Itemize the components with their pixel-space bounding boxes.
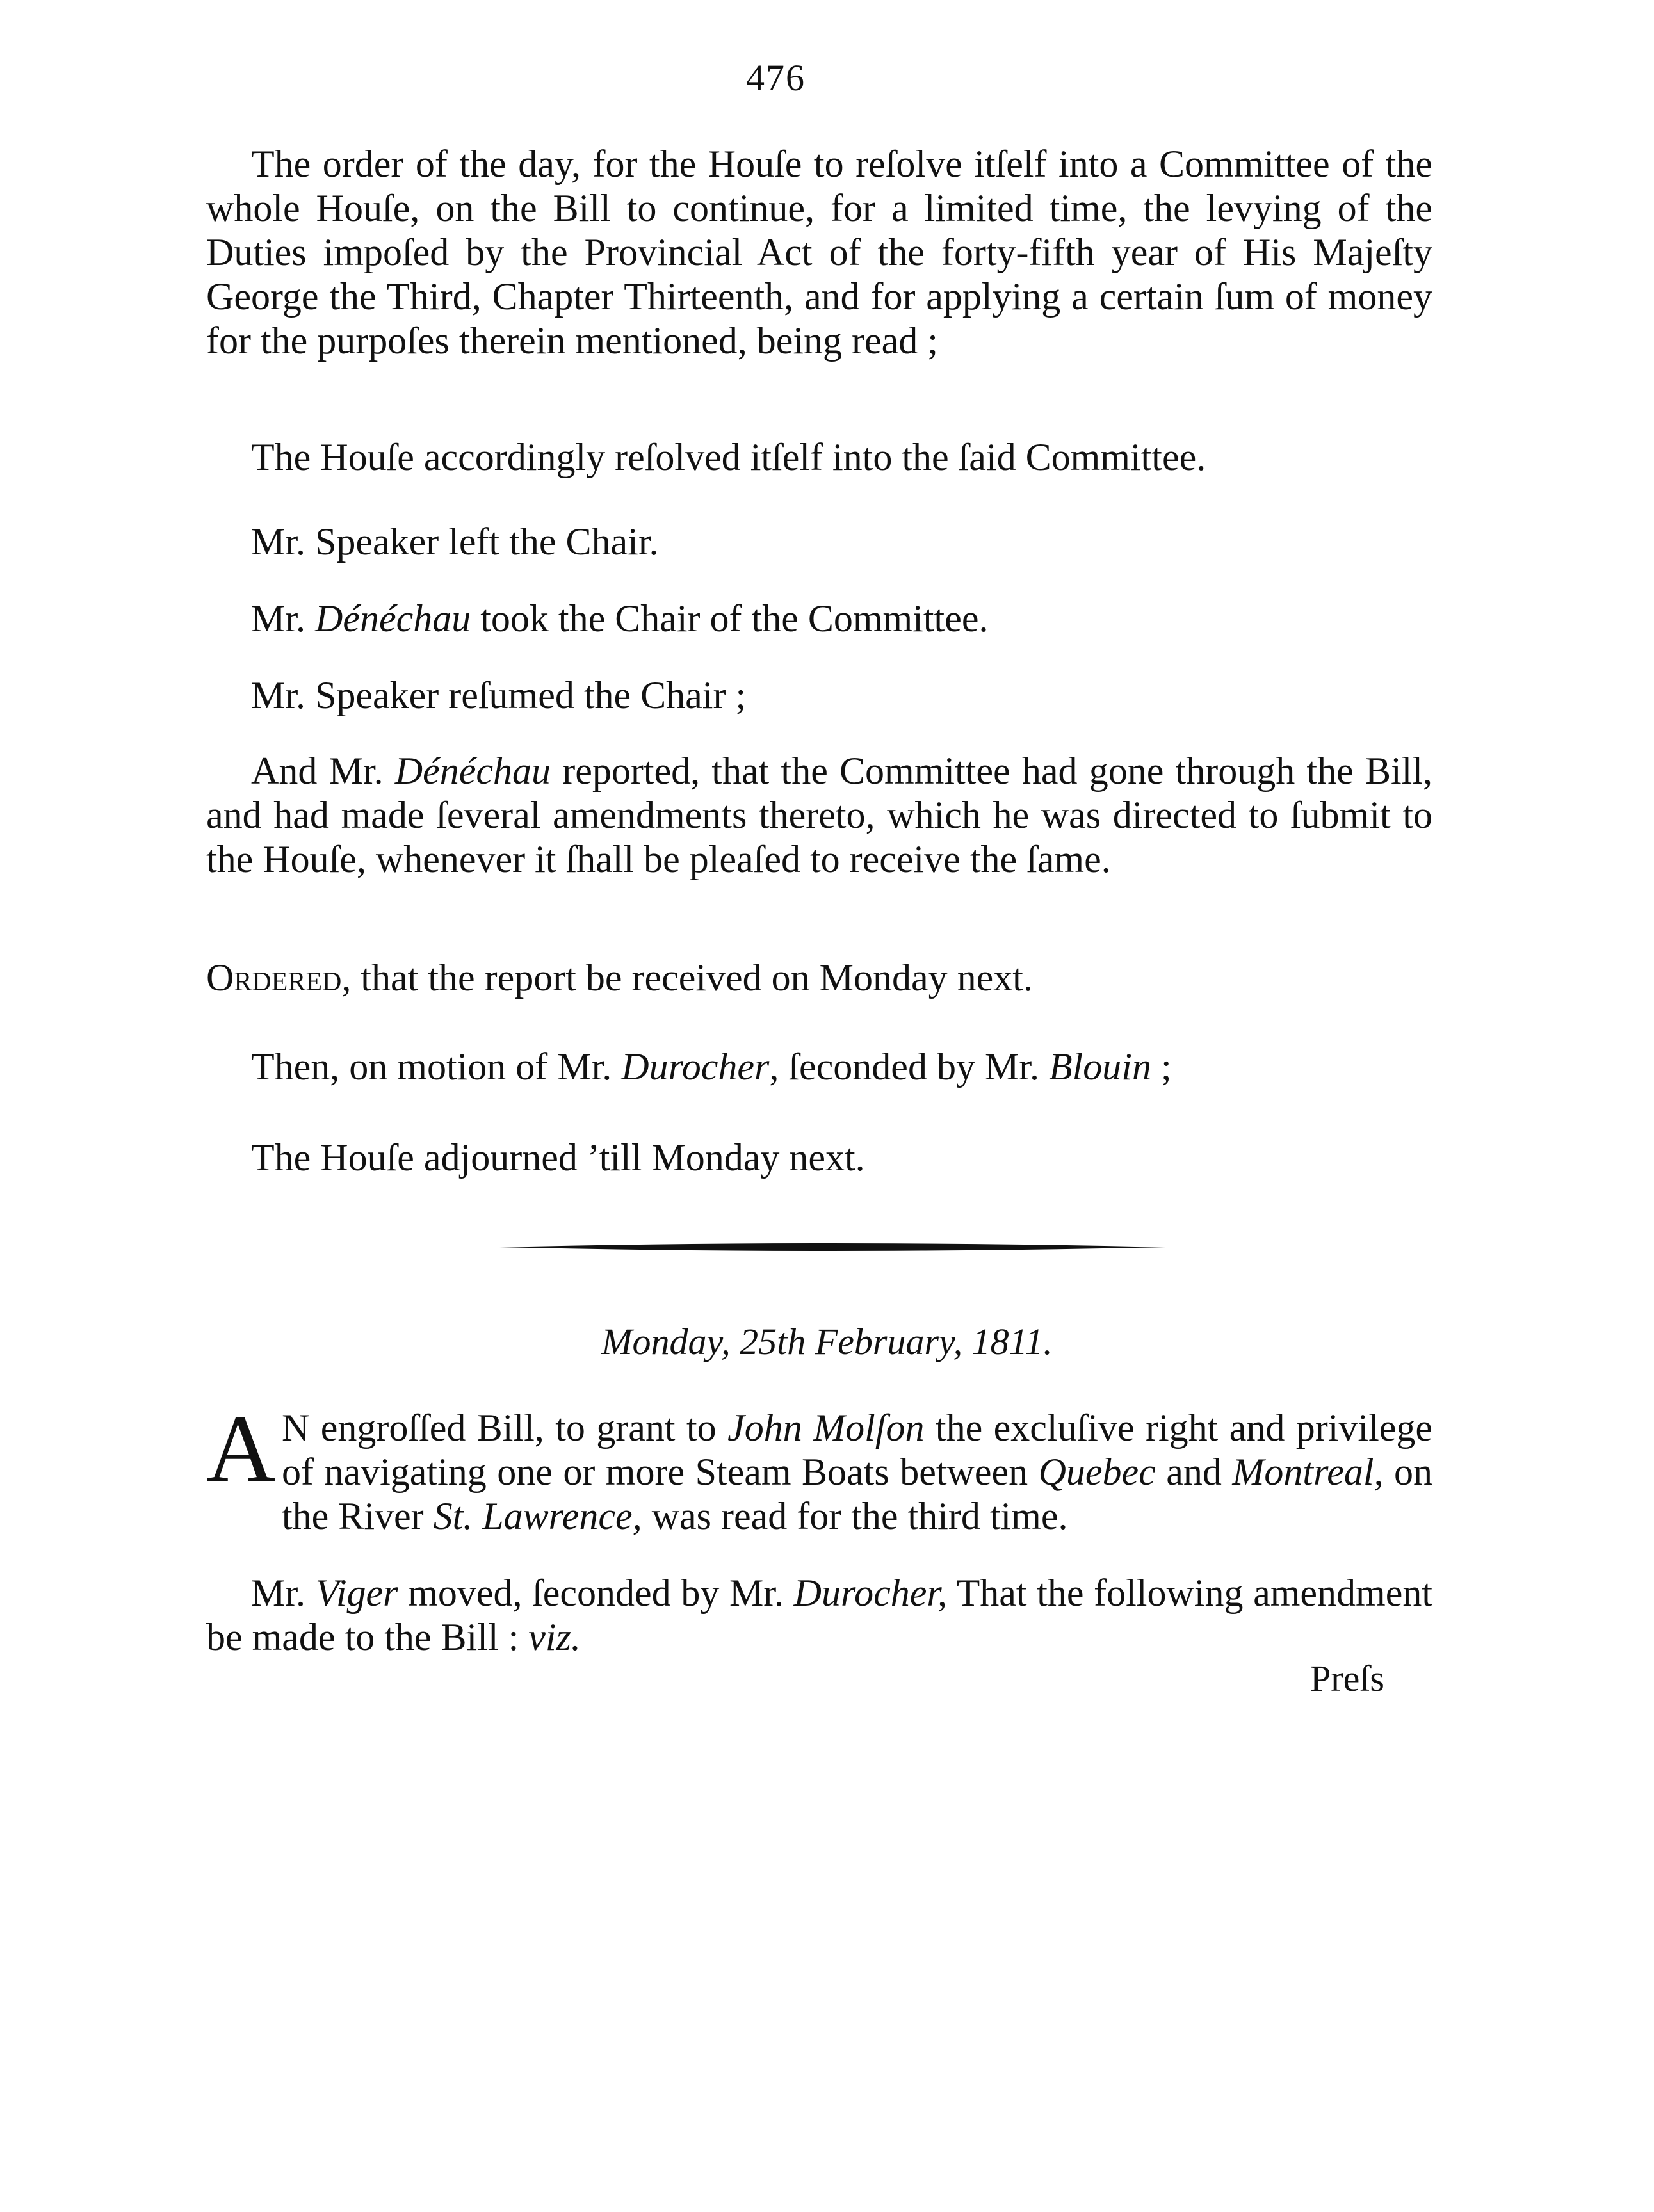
section-divider-rule [499, 1241, 1165, 1254]
member-name: Durocher [621, 1045, 770, 1088]
motion-paragraph [251, 1045, 1432, 1089]
ordered-paragraph [206, 956, 1432, 1000]
viz-word: viz. [528, 1616, 581, 1658]
ordered-label: Ordered [206, 957, 342, 999]
text-run: And Mr. [251, 750, 395, 792]
place-name: Montreal, [1232, 1451, 1384, 1493]
member-name: Dénéchau [315, 597, 471, 640]
engrossed-bill-paragraph [206, 1396, 1433, 1553]
text-run: reported, that the Committee had gone through the Bill, and had made ſeveral amendments thereto, which he was directed to ſubmit to the Houſe, whenever it ſhall be pleaſed to receive the ſame. [206, 750, 1432, 880]
text-run: the excluſive right and privilege of navigating one or more Steam Boats between [282, 1407, 1433, 1493]
speaker-resumed-paragraph: Mr. Speaker reſumed the Chair ; [251, 674, 747, 716]
place-name: St. Lawrence, [433, 1495, 642, 1537]
amendment-motion-paragraph [206, 1571, 1432, 1659]
text-run: , ſeconded by Mr. [769, 1045, 1049, 1088]
text-run: , that the report be received on Monday next. [341, 957, 1033, 999]
adjourned-paragraph: The Houſe adjourned ’till Monday next. [251, 1136, 865, 1179]
page-number: 476 [746, 57, 806, 99]
text-run: Mr. [251, 1572, 316, 1614]
member-name: Dénéchau [394, 750, 551, 792]
text-run: and [1155, 1451, 1233, 1493]
member-name: Durocher, [793, 1572, 948, 1614]
order-of-day-paragraph: The order of the day, for the Houſe to reſolve itſelf into a Committee of the whole Houſe, on the Bill to continue, for a limited time, the levying of the Duties impoſed by the Provincial Act of the forty-fifth year of His Majeſty George the Third, Chapter Thirteenth, and for applying a certain ſum of money for the purpoſes therein mentioned, being read ; [206, 143, 1432, 362]
text-run: moved, ſeconded by Mr. [398, 1572, 794, 1614]
text-run: was read for the third time. [642, 1495, 1068, 1537]
text-run: N engroſſed Bill, to grant to [282, 1407, 728, 1449]
committee-report-paragraph [206, 749, 1432, 882]
house-resolved-paragraph: The Houſe accordingly reſolved itſelf into the ſaid Committee. [251, 436, 1206, 478]
drop-cap-letter: A [206, 1396, 276, 1502]
bill-text-body [206, 1396, 1433, 1538]
person-name: John Molſon [727, 1407, 925, 1449]
text-run: That the following amendment be made to the Bill : [206, 1572, 1432, 1658]
speaker-left-paragraph: Mr. Speaker left the Chair. [251, 521, 659, 563]
text-run: Mr. [251, 597, 316, 640]
catchword: Preſs [1310, 1658, 1384, 1699]
text-run: ; [1151, 1045, 1172, 1088]
member-name: Viger [315, 1572, 398, 1614]
chair-taken-paragraph [251, 597, 1432, 641]
text-run: Then, on motion of Mr. [251, 1045, 622, 1088]
sitting-date-heading: Monday, 25th February, 1811. [601, 1321, 1053, 1362]
place-name: Quebec [1038, 1451, 1156, 1493]
text-run: on the River [282, 1451, 1432, 1537]
member-name: Blouin [1048, 1045, 1151, 1088]
text-run: took the Chair of the Committee. [471, 597, 989, 640]
bill-text [206, 1396, 1433, 1538]
